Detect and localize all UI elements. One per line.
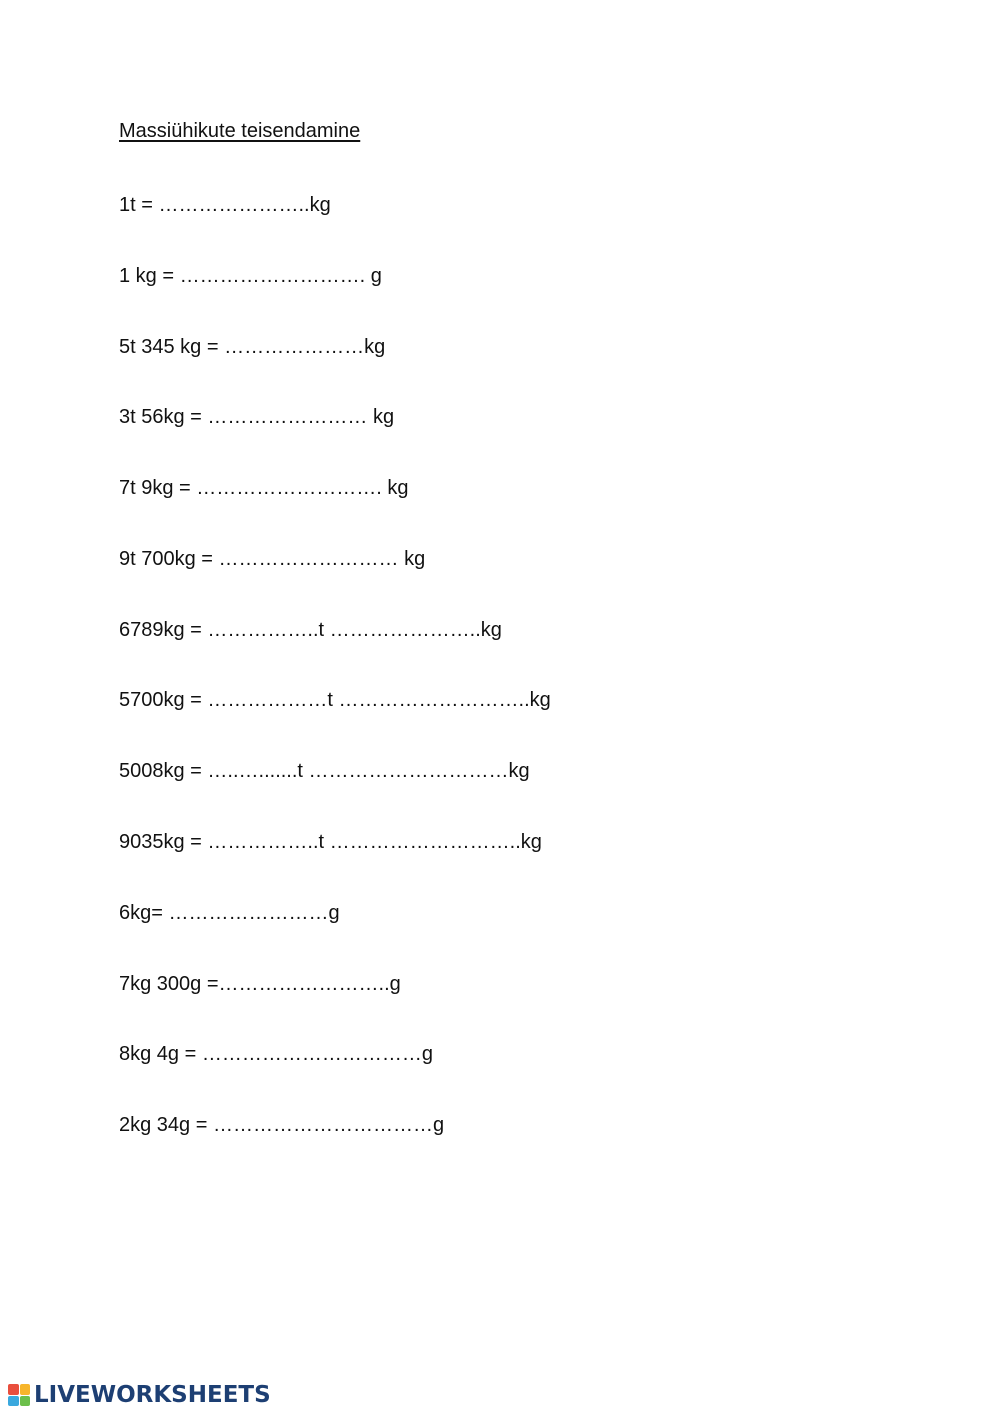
logo-square: [8, 1384, 19, 1395]
exercise-line: 3t 56kg = …………………… kg: [119, 406, 395, 428]
worksheet-title: Massiühikute teisendamine: [119, 120, 361, 142]
logo-square: [20, 1384, 31, 1395]
exercise-line: 7kg 300g =……………………..g: [119, 973, 401, 995]
exercise-line: 2kg 34g = ……………………………g: [119, 1114, 445, 1136]
exercise-line: 5t 345 kg = …………………kg: [119, 336, 386, 358]
exercise-line: 5700kg = ………………t ………………………..kg: [119, 689, 551, 711]
liveworksheets-footer: [8, 1382, 271, 1408]
exercise-line: 6kg= ……………………g: [119, 902, 340, 924]
exercise-line: 9t 700kg = ……………………… kg: [119, 548, 426, 570]
exercise-line: 9035kg = ……………..t ………………………..kg: [119, 831, 542, 853]
exercise-line: 6789kg = ……………..t …………………..kg: [119, 619, 502, 641]
exercise-line: 5008kg = …..….......t …………………………kg: [119, 760, 530, 782]
liveworksheets-logo-text: LIVEWORKSHEETS: [34, 1382, 271, 1408]
exercise-line: 1t = …………………..kg: [119, 194, 331, 216]
logo-square: [20, 1396, 31, 1407]
exercise-line: 7t 9kg = ………………………. kg: [119, 477, 409, 499]
liveworksheets-logo-icon: [8, 1384, 30, 1406]
exercise-line: 8kg 4g = ……………………………g: [119, 1043, 433, 1065]
logo-square: [8, 1396, 19, 1407]
exercise-line: 1 kg = ………………………. g: [119, 265, 382, 287]
